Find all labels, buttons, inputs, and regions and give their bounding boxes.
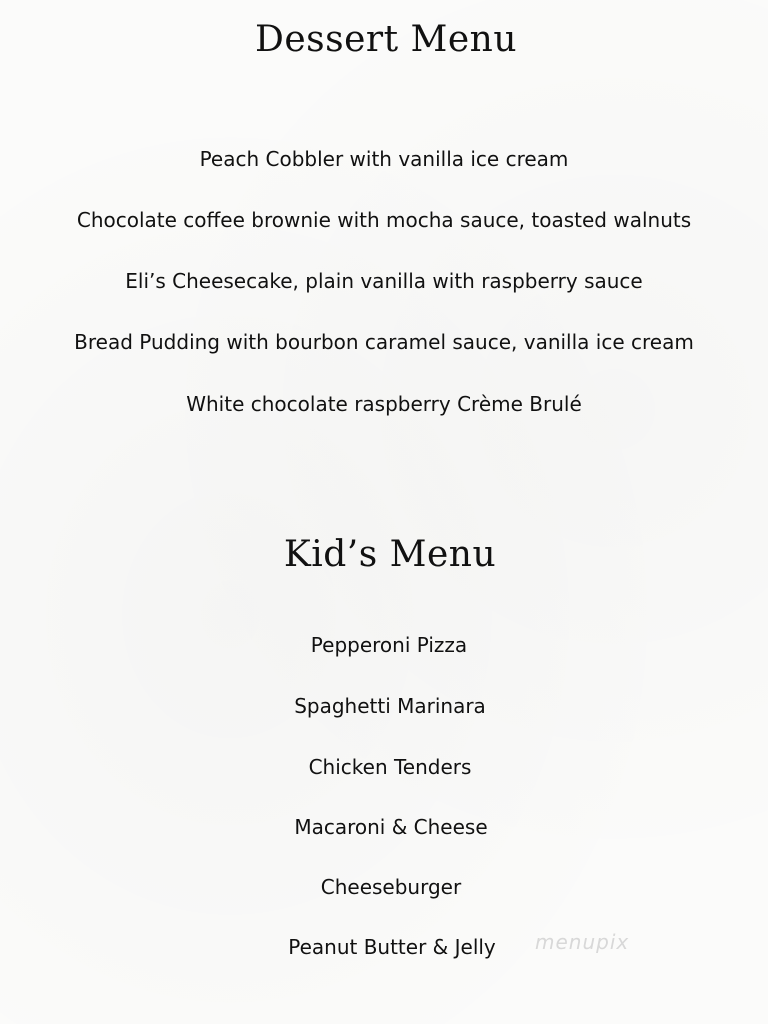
kids-item-spaghetti: Spaghetti Marinara	[294, 694, 486, 718]
kids-item-pepperoni-pizza: Pepperoni Pizza	[310, 633, 468, 657]
kids-item-mac-cheese: Macaroni & Cheese	[294, 815, 488, 839]
dessert-item-bread-pudding: Bread Pudding with bourbon caramel sauce, vanilla ice cream	[74, 330, 694, 354]
dessert-item-creme-brule: White chocolate raspberry Crème Brulé	[186, 392, 582, 416]
dessert-item-peach-cobbler: Peach Cobbler with vanilla ice cream	[199, 147, 569, 171]
menupix-watermark: menupix	[535, 930, 630, 954]
kids-item-chicken-tenders: Chicken Tenders	[308, 755, 472, 779]
dessert-item-brownie: Chocolate coffee brownie with mocha sauce, toasted walnuts	[76, 208, 692, 232]
dessert-item-cheesecake: Eli’s Cheesecake, plain vanilla with raspberry sauce	[125, 269, 643, 293]
dessert-menu-title: Dessert Menu	[254, 19, 518, 60]
kids-menu-title: Kid’s Menu	[283, 534, 497, 575]
kids-item-cheeseburger: Cheeseburger	[320, 875, 462, 899]
kids-item-pbj: Peanut Butter & Jelly	[288, 935, 496, 959]
